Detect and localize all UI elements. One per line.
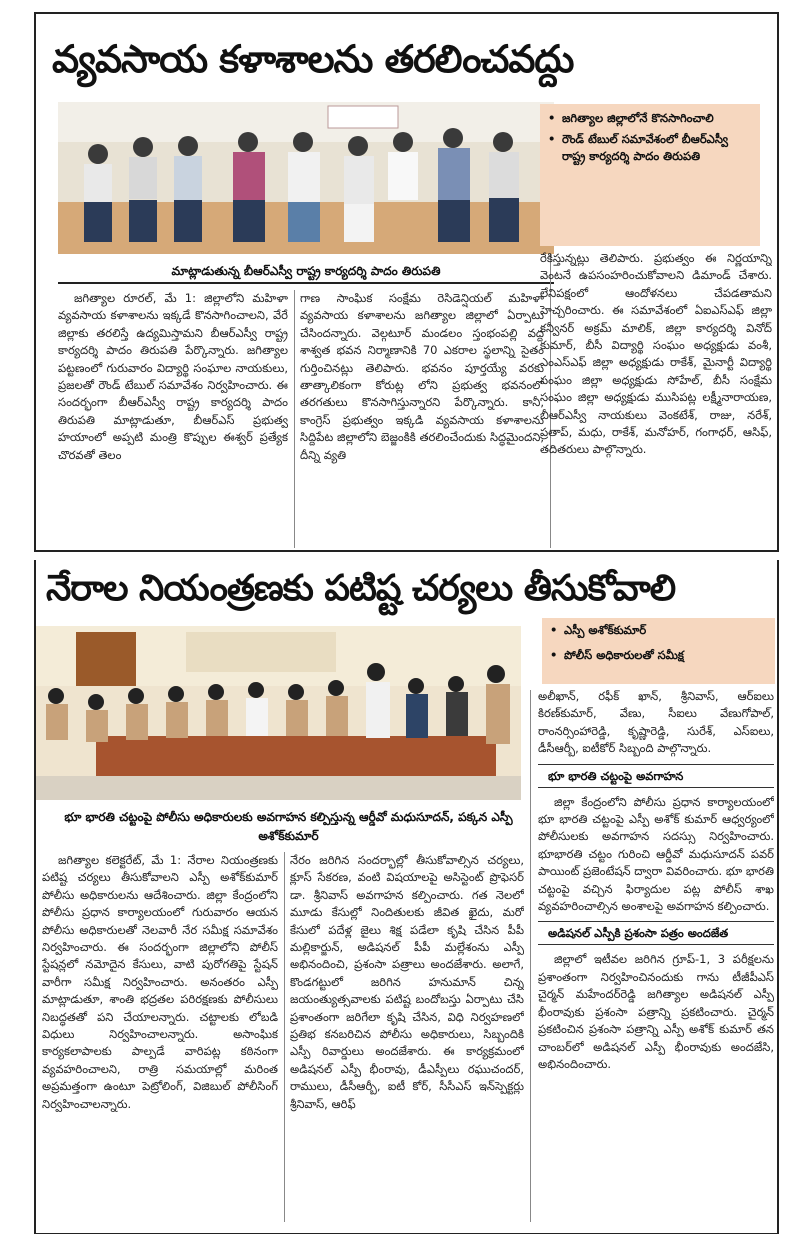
highlight-item: • రౌండ్ టేబుల్ సమావేశంలో బీఆర్ఎస్వీ రాష్ట్ర కార్యదర్శి పాదం తిరుపతి [548, 132, 729, 163]
article-column-3: రేకిస్తున్నట్లు తెలిపారు. ప్రభుత్వం ఈ నిర్ణయాన్ని వెంటనే ఉపసంహరించుకోవాలని డిమాండ్ చేశారు. లేనిపక్షంలో ఆందోళనలు చేపడతామని హెచ్చరించారు. ఈ సమావేశంలో ఏఐఎస్ఎఫ్ జిల్లా కన్వీనర్ అక్రమ్ మాలిక్, జిల్లా కార్యదర్శి వినోద్ కుమార్, బీసీ విద్యార్థి సంఘం అధ్యక్షుడు వంశీ, ఎంఎస్ఎఫ్ జిల్లా అధ్యక్షుడు రాకేశ్, మైనార్టీ విద్యార్థి సంఘం జిల్లా అధ్యక్షుడు సోహేల్, బీసీ సంక్షేమ సంఘం జిల్లా అధ్యక్షుడు ముసిపట్ల లక్ష్మీనారాయణ, బీఆర్ఎస్వీ నాయకులు వెంకటేశ్, రాజు, నరేశ్, ప్రతాప్, మధు, రాకేశ్, మనోహర్, గంగాధర్, ఆసిఫ్, తదితరులు పాల్గొన్నారు. [540, 251, 772, 457]
article-column-1: జగిత్యాల కలెక్టరేట్, మే 1: నేరాల నియంత్రణకు పటిష్ట చర్యలు తీసుకోవాలని ఎస్పీ అశోక్‌కుమార్ పోలీసు అధికారులను ఆదేశించారు. జిల్లా కేంద్రంలోని పోలీసు ప్రధాన కార్యాలయంలో గురువారం ఆయన పోలీసు అధికారులతో నెలవారీ నేర సమీక్ష సమావేశం నిర్వహించారు. ఈ సందర్భంగా జిల్లాలోని పోలీస్ స్టేషన్లలో నమోదైన కేసులు, వాటి పురోగతిపై స్టేషన్ వారీగా సమీక్ష నిర్వహించారు. అనంతరం ఎస్పీ మాట్లాడుతూ, శాంతి భద్రతల పరిరక్షణకు పోలీసులు నిబద్ధతతో పని చేయాలన్నారు. చట్టాలకు లోబడి విధులు నిర్వహించాలన్నారు. అసాంఘిక కార్యకలాపాలకు పాల్పడే వారిపట్ల కఠినంగా వ్యవహరించాలని, రాత్రి సమయాల్లో మరింత అప్రమత్తంగా ఉంటూ పెట్రోలింగ్, విజిబుల్ పోలీసింగ్ నిర్వహించాలన్నారు. [42, 853, 278, 1111]
meeting-photo-illustration [36, 626, 521, 800]
photo-round-table-meeting [58, 102, 554, 254]
photo-police-review-meeting [36, 626, 521, 800]
photo-caption: మాట్లాడుతున్న బీఆర్ఎస్వీ రాష్ట్ర కార్యదర్శి పాదం తిరుపతి [58, 256, 554, 284]
headline: నేరాల నియంత్రణకు పటిష్ట చర్యలు తీసుకోవాలి [46, 568, 676, 609]
subheading: భూ భారతి చట్టంపై అవగాహన [538, 764, 774, 788]
highlights-box [540, 104, 760, 246]
photo-caption: భూ భారతి చట్టంపై పోలీసు అధికారులకు అవగాహన కల్పిస్తున్న ఆర్డీవో మధుసూదన్, పక్కన ఎస్పీ అశోక్‌కుమార్ [64, 810, 513, 843]
article-column-2: గాణ సాంఘిక సంక్షేమ రెసిడెన్షియల్ మహిళా వ్యవసాయ కళాశాలను జగిత్యాల జిల్లాలో ఏర్పాటు చేసిందన్నారు. వెల్గటూర్ మండలం స్తంభంపల్లి వద్ద శాశ్వత భవన నిర్మాణానికి 70 ఎకరాల స్థలాన్ని సైతం గుర్తించినట్లు తెలిపారు. భవనం పూర్తయ్యే వరకు తాత్కాలికంగా కోరుట్ల లోని ప్రభుత్వ భవనంలో తరగతులు కొనసాగిస్తున్నారని పేర్కొన్నారు. కానీ, కాంగ్రెస్ ప్రభుత్వం ఇక్కడి వ్యవసాయ కళాశాలను సిద్దిపేట జిల్లాలోని బెజ్జంకికి తరలించేందుకు సిద్ధమైందని, దీన్ని వ్యతి [300, 291, 544, 462]
highlight-item: • పోలీస్ అధికారులతో సమీక్ష [550, 648, 684, 662]
highlights-box [542, 618, 775, 684]
article-column-3: అలీఖాన్, రఫీక్ ఖాన్, శ్రీనివాస్, ఆర్ఐలు కిరణ్‌కుమార్, వేణు, సీఐలు వేణుగోపాల్, రాంనర్సింహారెడ్డి, కృష్ణారెడ్డి, సురేశ్, ఎస్ఐలు, డీసీఆర్బీ, ఐటీకోర్ సిబ్బంది పాల్గొన్నారు. భూ భారతి చట్టంపై అవగాహన జిల్లా కేంద్రంలోని పోలీసు ప్రధాన కార్యాలయంలో భూ భారతి చట్టంపై ఎస్పీ అశోక్ కుమార్ ఆధ్వర్యంలో పోలీసులకు అవగాహన సదస్సు నిర్వహించారు. భూభారతి చట్టం గురించి ఆర్డీవో మధుసూదన్ పవర్ పాయింట్ ప్రజెంటేషన్ ద్వారా వివరించారు. భూ భారతి చట్టంపై వచ్చిన ఫిర్యాదుల పట్ల పోలీస్ శాఖ వ్యవహరించాల్సిన అంశాలపై అవగాహన కల్పించారు. అడిషనల్ ఎస్పీకి ప్రశంసా పత్రం అందజేత జిల్లాలో ఇటీవల జరిగిన గ్రూప్-1, 3 పరీక్షలను ప్రశాంతంగా నిర్వహించినందుకు గాను టీజీపీఎస్ చైర్మన్ మహేందర్‌రెడ్డి జగిత్యాల అడిషనల్ ఎస్పీ భీంరావుకు ప్రశంసా పత్రాన్ని ప్రకటించారు. చైర్మన్ ప్రకటించిన ప్రశంసా పత్రాన్ని ఎస్పీ అశోక్ కుమార్ తన చాంబర్‌లో అడిషనల్ ఎస్పీ భీంరావుకు అందజేసి, అభినందించారు. [538, 689, 774, 1071]
news-story-crime-review [34, 560, 779, 1234]
subheading: అడిషనల్ ఎస్పీకి ప్రశంసా పత్రం అందజేత [538, 921, 774, 945]
article-column-1: జగిత్యాల రూరల్, మే 1: జిల్లాలోని మహిళా వ్యవసాయ కళాశాలను ఇక్కడే కొనసాగించాలని, వేరే జిల్లాకు తరలిస్తే ఉద్యమిస్తామని బీఆర్ఎస్వీ రాష్ట్ర కార్యదర్శి పాదం తిరుపతి పేర్కొన్నారు. జగిత్యాల పట్టణంలో గురువారం విద్యార్థి సంఘాల నాయకులు, ప్రజలతో రౌండ్ టేబుల్ సమావేశం నిర్వహించారు. ఈ సందర్భంగా బీఆర్ఎస్వీ రాష్ట్ర కార్యదర్శి పాదం తిరుపతి మాట్లాడుతూ, బీఆర్ఎస్ ప్రభుత్వ హయాంలో అప్పటి మంత్రి కొప్పుల ఈశ్వర్ ప్రత్యేక చొరవతో తెలం [58, 291, 288, 462]
bullet-icon: • [548, 111, 556, 125]
news-story-agri-college [34, 12, 779, 552]
meeting-photo-illustration [58, 102, 554, 254]
article-column-2: నేరం జరిగిన సందర్భాల్లో తీసుకోవాల్సిన చర్యలు, క్లూస్ సేకరణ, వంటి విషయాలపై అసిస్టెంట్ ప్రొఫెసర్ డా. శ్రీనివాస్ అవగాహన కల్పించారు. గత నెలలో మూడు కేసుల్లో నిందితులకు జీవిత ఖైదు, మరో కేసులో పదేళ్ల జైలు శిక్ష పడేలా కృషి చేసిన పీపీ మల్లికార్జున్, అడిషనల్ పీపీ మల్లేశంను ఎస్పీ అభినందించి, ప్రశంసా పత్రాలు అందజేశారు. అలాగే, కొండగట్టులో జరిగిన హనుమాన్ చిన్న జయంత్యుత్సవాలకు పటిష్ట బందోబస్తు ఏర్పాటు చేసి ప్రశాంతంగా జరిగేలా కృషి చేసిన, విధి నిర్వహణలో ప్రతిభ కనబరిచిన పోలీసు అధికారులు, సిబ్బందికి ఎస్పీ రివార్డులు అందజేశారు. ఈ కార్యక్రమంలో అడిషనల్ ఎస్పీ భీంరావు, డీఎస్పీలు రఘుచందర్, రాములు, డీసీఆర్బీ, ఐటీ కోర్, సీసీఎస్ ఇన్‌స్పెక్టర్లు శ్రీనివాస్, ఆరిఫ్ [290, 853, 524, 1111]
headline: వ్యవసాయ కళాశాలను తరలించవద్దు [52, 37, 574, 81]
highlight-item: • జగిత్యాల జిల్లాలోనే కొనసాగించాలి [548, 111, 714, 125]
highlight-item: • ఎస్పీ అశోక్‌కుమార్ [550, 623, 647, 637]
bullet-icon: • [550, 648, 558, 662]
bullet-icon: • [550, 623, 558, 637]
bullet-icon: • [548, 132, 556, 146]
